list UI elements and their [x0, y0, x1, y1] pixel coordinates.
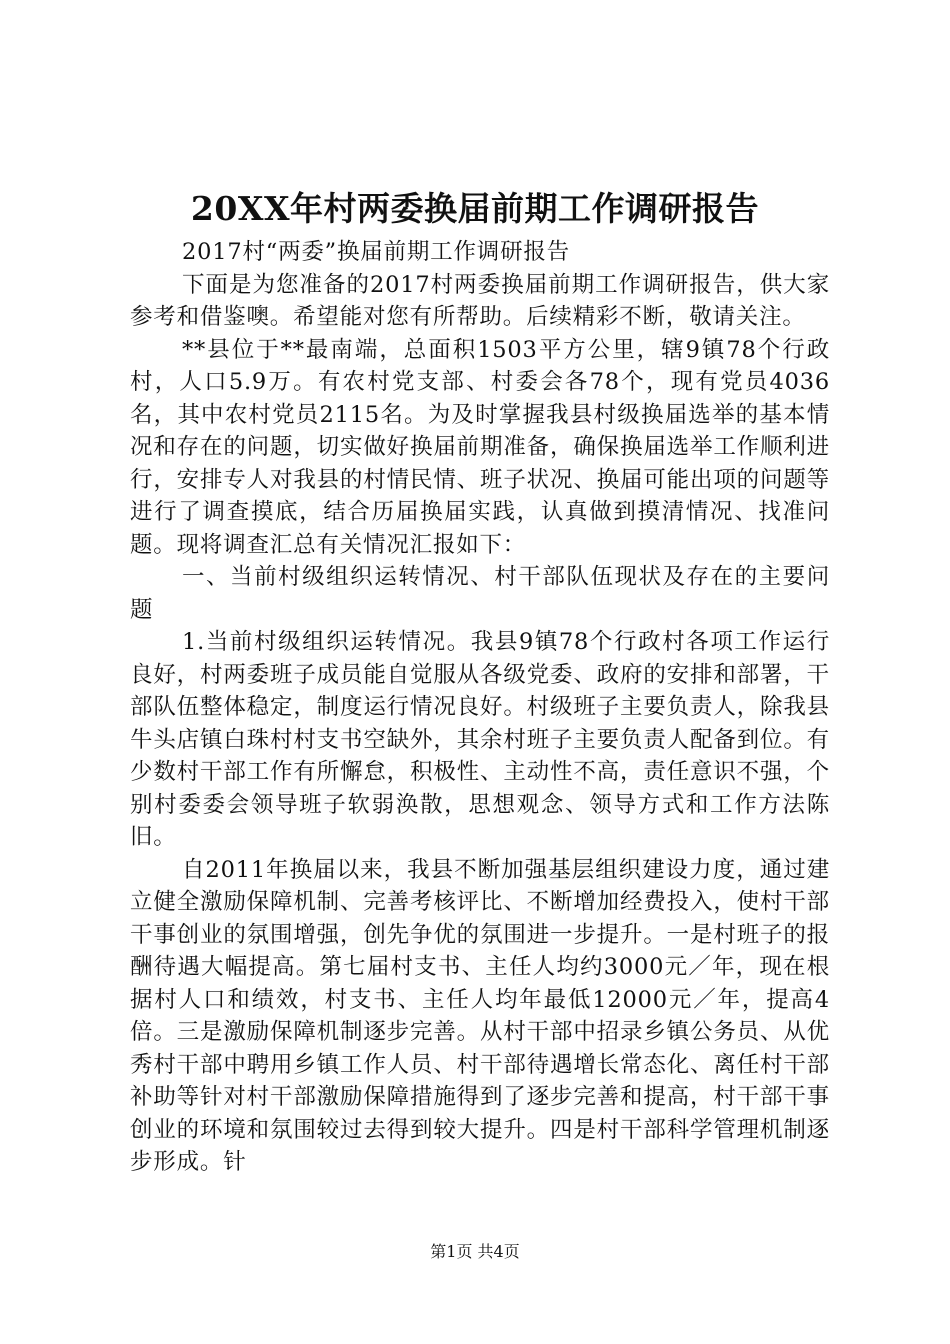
paragraph-county-overview: **县位于**最南端，总面积1503平方公里，辖9镇78个行政村，人口5.9万。有农村党支部、村委会各78个，现有党员4036名，其中农村党员2115名。为及时掌握我县村级换届选举的基本情况和存在的问题，切实做好换届前期准备，确保换届选举工作顺利进行，安排专人对我县的村情民情、班子状况、换届可能出项的问题等进行了调查摸底，结合历届换届实践，认真做到摸清情况、找准问题。现将调查汇总有关情况汇报如下： — [130, 336, 830, 558]
paragraph-since-2011: 自2011年换届以来，我县不断加强基层组织建设力度，通过建立健全激励保障机制、完善考核评比、不断增加经费投入，使村干部干事创业的氛围增强，创先争优的氛围进一步提升。一是村班子的报酬待遇大幅提高。第七届村支书、主任人均约3000元／年，现在根据村人口和绩效，村支书、主任人均年最低12000元／年，提高4倍。三是激励保障机制逐步完善。从村干部中招录乡镇公务员、从优秀村干部中聘用乡镇工作人员、村干部待遇增长常态化、离任村干部补助等针对村干部激励保障措施得到了逐步完善和提高，村干部干事创业的环境和氛围较过去得到较大提升。四是村干部科学管理机制逐步形成。针 — [130, 856, 830, 1175]
paragraph-operation-status: 1.当前村级组织运转情况。我县9镇78个行政村各项工作运行良好，村两委班子成员能自觉服从各级党委、政府的安排和部署，干部队伍整体稳定，制度运行情况良好。村级班子主要负责人，除我县牛头店镇白珠村村支书空缺外，其余村班子主要负责人配备到位。有少数村干部工作有所懈怠，积极性、主动性不高，责任意识不强，个别村委委会领导班子软弱涣散，思想观念、领导方式和工作方法陈旧。 — [130, 629, 830, 850]
paragraph-subtitle: 2017村“两委”换届前期工作调研报告 — [182, 239, 570, 265]
page-footer: 第1页 共4页 — [430, 1242, 520, 1261]
document-title: 20XX年村两委换届前期工作调研报告 — [190, 189, 760, 228]
section-heading-1: 一、当前村级组织运转情况、村干部队伍现状及存在的主要问题 — [130, 564, 830, 623]
document-body — [130, 236, 830, 1179]
paragraph-intro: 下面是为您准备的2017村两委换届前期工作调研报告，供大家参考和借鉴噢。希望能对您有所帮助。后续精彩不断，敬请关注。 — [130, 271, 830, 330]
